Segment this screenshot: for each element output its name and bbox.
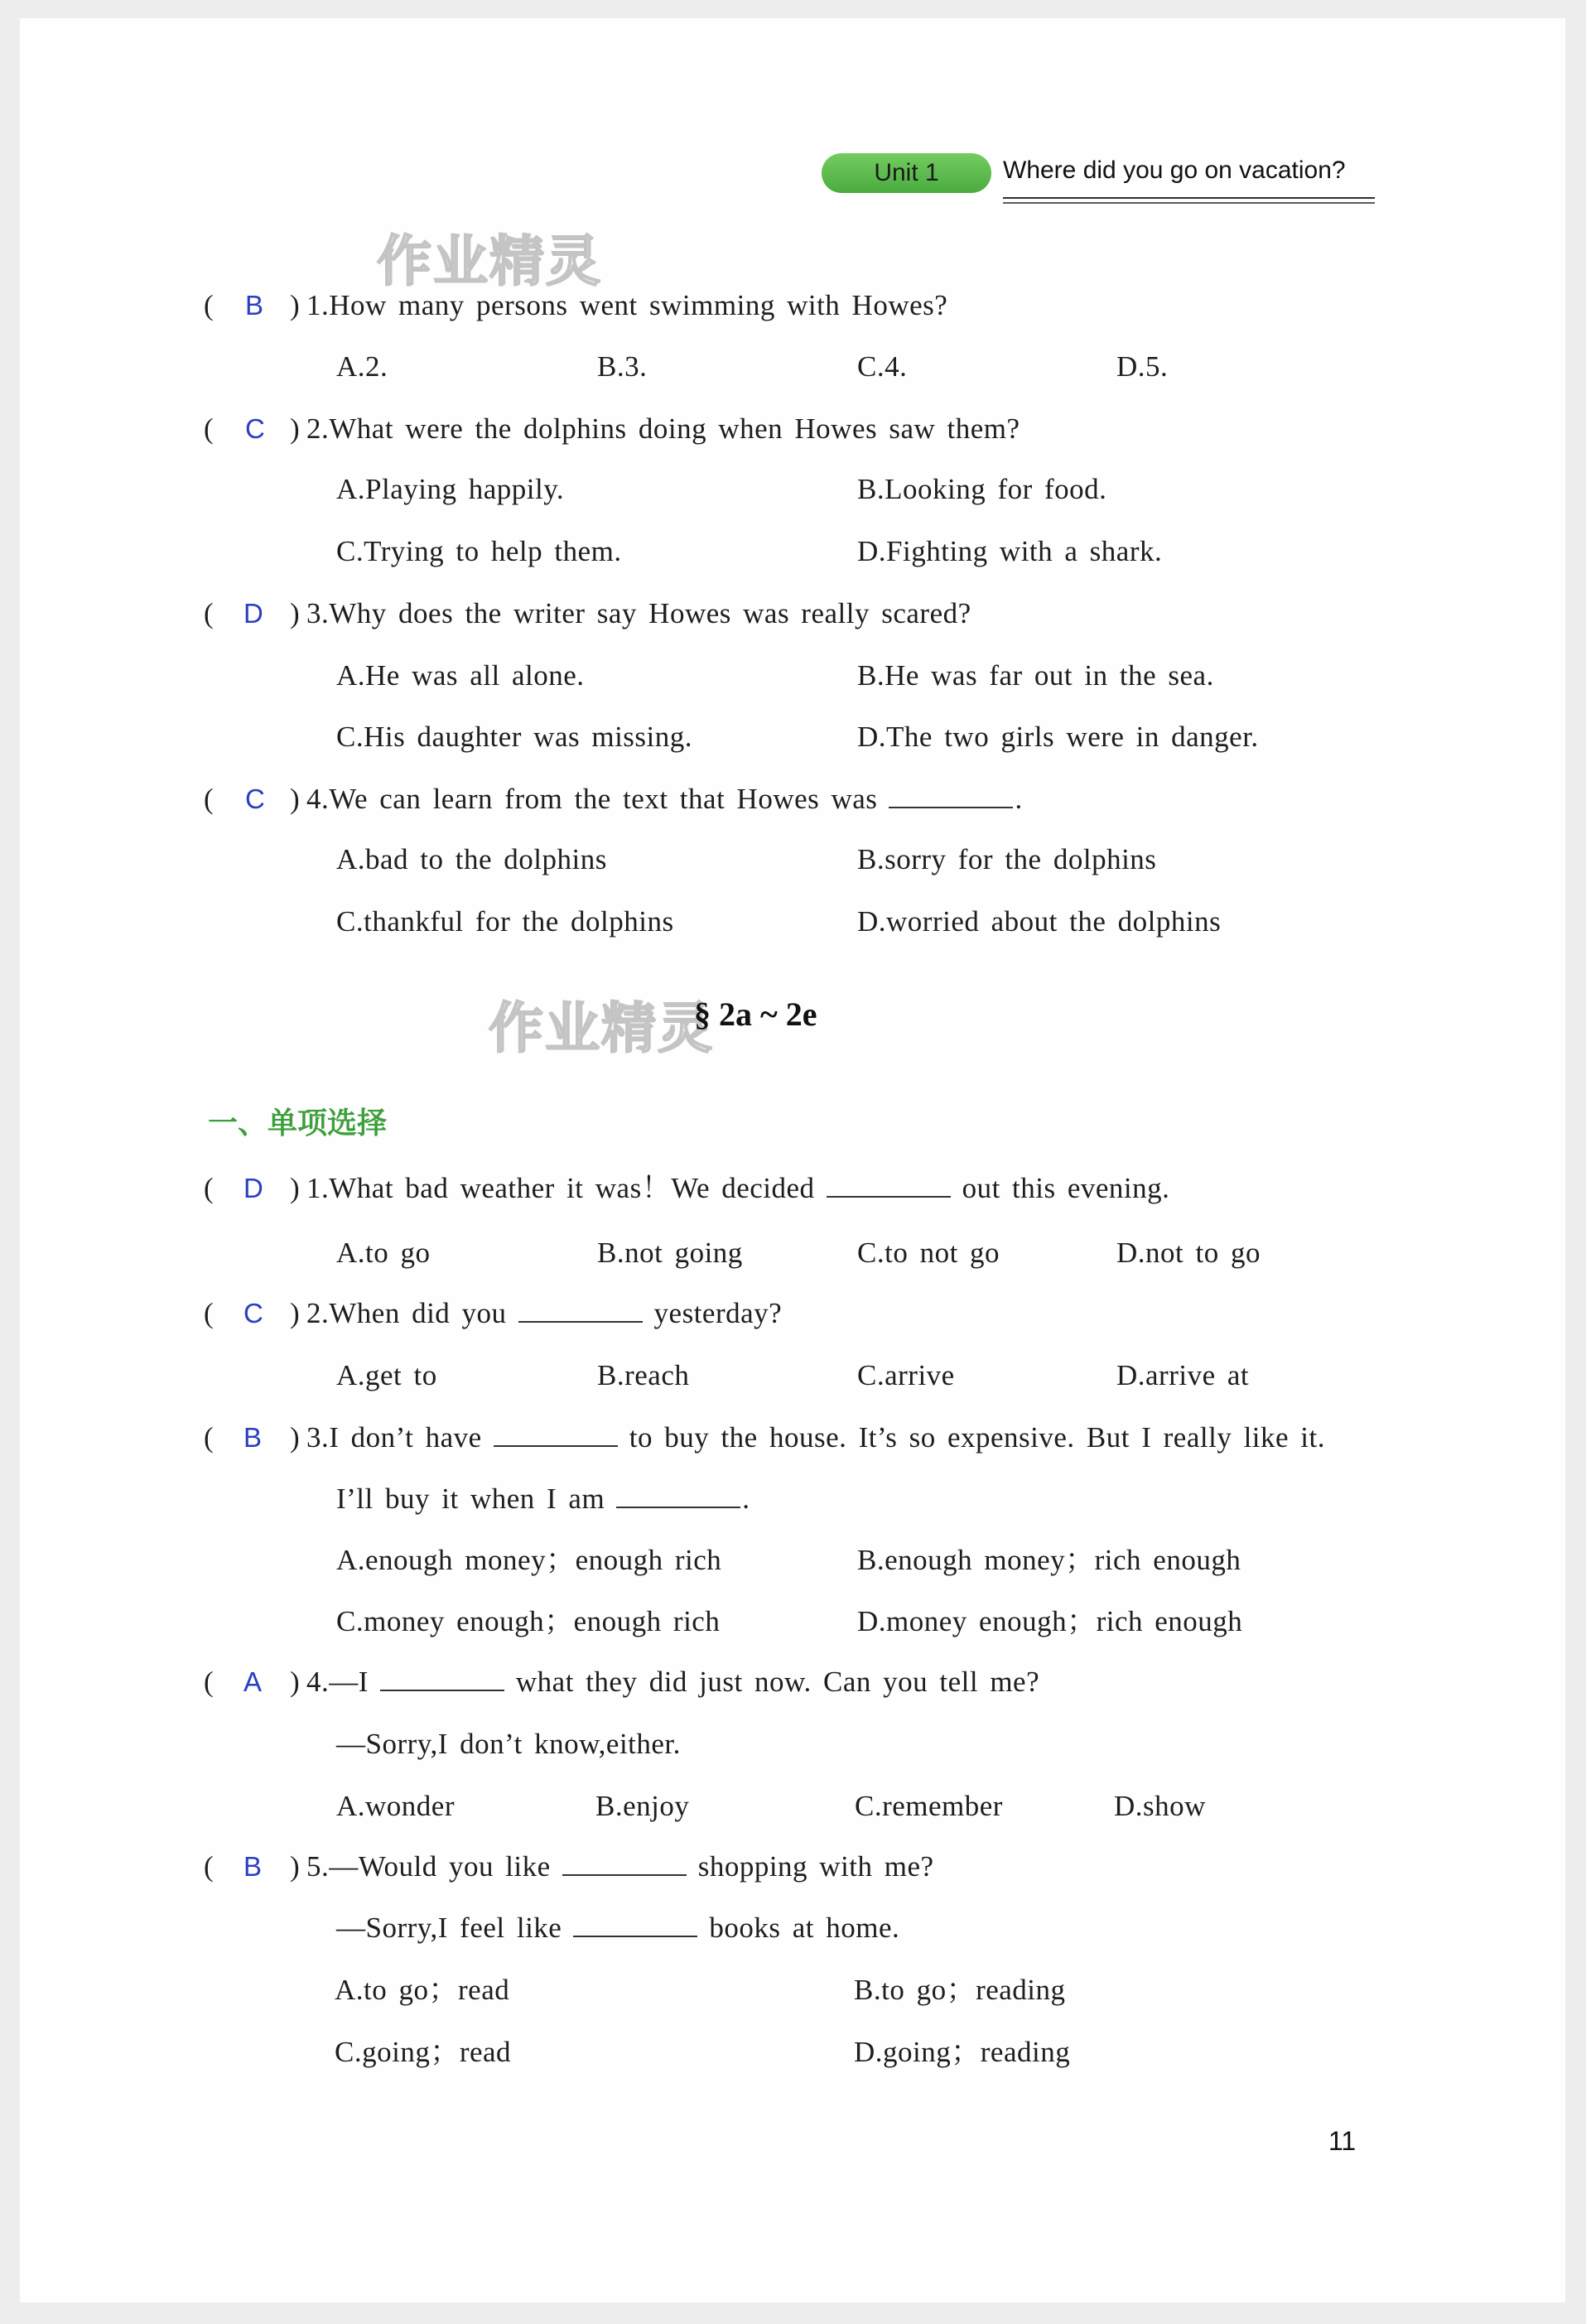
reading-question-2-options-row2 — [0, 535, 1586, 568]
option-a: A.to go — [336, 1237, 431, 1269]
grammar-question-1-options — [0, 1237, 1586, 1270]
paren-close: ) — [290, 597, 301, 629]
stem-after-blank: . — [1015, 783, 1023, 815]
option-d: D.Fighting with a shark. — [857, 535, 1163, 567]
answer-blank — [573, 1914, 697, 1937]
question-stem — [306, 1850, 934, 1883]
unit-title: Where did you go on vacation? — [1003, 157, 1346, 184]
grammar-question-5-options-row1 — [0, 1974, 1586, 2007]
stem-after-blank: books at home. — [709, 1912, 900, 1944]
question-stem — [306, 1421, 1325, 1454]
option-d: D.money enough；rich enough — [857, 1605, 1243, 1637]
question-stem-line2 — [336, 1912, 899, 1945]
stem-after-blank: yesterday? — [653, 1297, 783, 1329]
stem-before-blank: 4.We can learn from the text that Howes was — [306, 783, 878, 815]
option-d: D.show — [1114, 1790, 1206, 1822]
option-b: B.enjoy — [595, 1790, 690, 1822]
option-d: D.worried about the dolphins — [857, 905, 1222, 938]
paren-close: ) — [290, 783, 301, 815]
option-c: C.thankful for the dolphins — [336, 905, 674, 938]
stem-before-blank: 2.When did you — [306, 1297, 507, 1329]
answer-blank — [518, 1299, 643, 1323]
stem-after-blank: shopping with me? — [697, 1850, 934, 1883]
option-d: D.not to go — [1116, 1237, 1261, 1269]
paren-open: ( — [204, 1421, 215, 1454]
option-d: D.going；reading — [854, 2036, 1071, 2068]
answer-letter: C — [243, 1298, 264, 1328]
paren-open: ( — [204, 1666, 215, 1698]
option-a: A.to go；read — [335, 1974, 510, 2006]
paren-close: ) — [290, 1297, 301, 1329]
option-c: C.going；read — [335, 2036, 512, 2068]
option-b: B.sorry for the dolphins — [857, 843, 1157, 875]
answer-letter: D — [243, 598, 264, 629]
grammar-question-4-options — [0, 1790, 1586, 1823]
grammar-question-3-options-row1 — [0, 1544, 1586, 1577]
reading-question-2-options-row1 — [0, 473, 1586, 506]
reading-question-4-options-row2 — [0, 905, 1586, 938]
answer-blank — [827, 1174, 951, 1198]
answer-letter: C — [245, 413, 266, 444]
option-b: B.to go；reading — [854, 1974, 1066, 2006]
option-c: C.His daughter was missing. — [336, 721, 693, 753]
reading-question-3-options-row1 — [0, 659, 1586, 692]
paren-close: ) — [290, 1666, 301, 1698]
paren-open: ( — [204, 1172, 215, 1204]
grammar-question-5 — [0, 1850, 1586, 1883]
option-c: C.Trying to help them. — [336, 535, 622, 567]
question-stem-line2 — [336, 1483, 750, 1516]
reading-question-4 — [0, 783, 1586, 816]
reading-question-4-options-row1 — [0, 843, 1586, 876]
option-b: B.3. — [597, 350, 648, 383]
paren-open: ( — [204, 1850, 215, 1883]
answer-blank — [889, 785, 1013, 808]
answer-blank — [380, 1668, 504, 1691]
section-heading: § 2a ~ 2e — [694, 996, 817, 1033]
question-stem — [306, 1297, 782, 1330]
paren-open: ( — [204, 412, 215, 445]
option-b: B.enough money；rich enough — [857, 1544, 1241, 1576]
grammar-question-4 — [0, 1666, 1586, 1699]
grammar-question-2 — [0, 1297, 1586, 1330]
option-c: C.remember — [855, 1790, 1003, 1822]
stem-before-blank: 1.What bad weather it was！We decided — [306, 1172, 815, 1204]
answer-blank — [494, 1424, 618, 1447]
stem-before-blank: I’ll buy it when I am — [336, 1483, 605, 1515]
option-d: D.The two girls were in danger. — [857, 721, 1259, 753]
paren-close: ) — [290, 1850, 301, 1883]
option-a: A.Playing happily. — [336, 473, 565, 505]
grammar-question-2-options — [0, 1359, 1586, 1392]
option-a: A.wonder — [336, 1790, 455, 1822]
unit-badge: Unit 1 — [822, 153, 991, 193]
grammar-question-3-line2 — [0, 1483, 1586, 1516]
page-number: 11 — [1328, 2126, 1357, 2156]
answer-letter: C — [245, 784, 266, 814]
option-a: A.enough money；enough rich — [336, 1544, 722, 1576]
stem-after-blank: what they did just now. Can you tell me? — [515, 1666, 1040, 1698]
paren-close: ) — [290, 1172, 301, 1204]
answer-letter: D — [243, 1173, 264, 1203]
grammar-question-4-line2 — [0, 1728, 1586, 1761]
option-c: C.4. — [857, 350, 908, 383]
grammar-question-3 — [0, 1421, 1586, 1454]
paren-close: ) — [290, 289, 301, 321]
answer-letter: B — [243, 1851, 263, 1882]
option-c: C.arrive — [857, 1359, 955, 1391]
stem-after-blank: to buy the house. It’s so expensive. But I really like it. — [629, 1421, 1325, 1454]
option-c: C.money enough；enough rich — [336, 1605, 721, 1637]
paren-open: ( — [204, 783, 215, 815]
paren-open: ( — [204, 1297, 215, 1329]
stem-after-blank: out this evening. — [962, 1172, 1170, 1204]
option-b: B.Looking for food. — [857, 473, 1107, 505]
stem-before-blank: 3.I don’t have — [306, 1421, 482, 1454]
reading-question-1-options — [0, 350, 1586, 383]
option-b: B.reach — [597, 1359, 690, 1391]
paren-close: ) — [290, 1421, 301, 1454]
option-b: B.not going — [597, 1237, 743, 1269]
grammar-question-5-line2 — [0, 1912, 1586, 1945]
option-a: A.2. — [336, 350, 388, 383]
question-stem — [306, 1172, 1169, 1205]
answer-letter: A — [243, 1666, 263, 1697]
stem-before-blank: —Sorry,I feel like — [336, 1912, 562, 1944]
option-d: D.arrive at — [1116, 1359, 1250, 1391]
reading-question-1 — [0, 289, 1586, 322]
question-stem: 3.Why does the writer say Howes was really scared? — [306, 597, 971, 629]
stem-before-blank: 4.—I — [306, 1666, 369, 1698]
option-d: D.5. — [1116, 350, 1169, 383]
answer-blank — [616, 1485, 740, 1508]
answer-blank — [562, 1853, 687, 1876]
question-stem — [306, 1666, 1039, 1699]
reading-question-3 — [0, 597, 1586, 630]
question-stem — [306, 783, 1023, 816]
stem-after-blank: . — [742, 1483, 750, 1515]
paren-close: ) — [290, 412, 301, 445]
grammar-question-5-options-row2 — [0, 2036, 1586, 2069]
option-b: B.He was far out in the sea. — [857, 659, 1214, 692]
option-a: A.He was all alone. — [336, 659, 585, 692]
watermark-top: 作业精灵 — [377, 229, 602, 293]
question-stem: 1.How many persons went swimming with Howes? — [306, 289, 948, 321]
grammar-question-1 — [0, 1172, 1586, 1205]
part-title: 一、单项选择 — [208, 1107, 388, 1140]
stem-before-blank: 5.—Would you like — [306, 1850, 551, 1883]
title-underline-top — [1003, 197, 1375, 199]
option-c: C.to not go — [857, 1237, 1000, 1269]
grammar-question-3-options-row2 — [0, 1605, 1586, 1638]
reading-question-3-options-row2 — [0, 721, 1586, 754]
paren-open: ( — [204, 597, 215, 629]
question-stem: 2.What were the dolphins doing when Howes saw them? — [306, 412, 1020, 445]
question-stem-line2: —Sorry,I don’t know,either. — [336, 1728, 681, 1760]
reading-question-2 — [0, 412, 1586, 446]
option-a: A.bad to the dolphins — [336, 843, 607, 875]
answer-letter: B — [245, 290, 264, 321]
paren-open: ( — [204, 289, 215, 321]
answer-letter: B — [243, 1422, 263, 1453]
title-underline-bottom — [1003, 202, 1375, 204]
watermark-middle: 作业精灵 — [489, 996, 714, 1060]
option-a: A.get to — [336, 1359, 437, 1391]
